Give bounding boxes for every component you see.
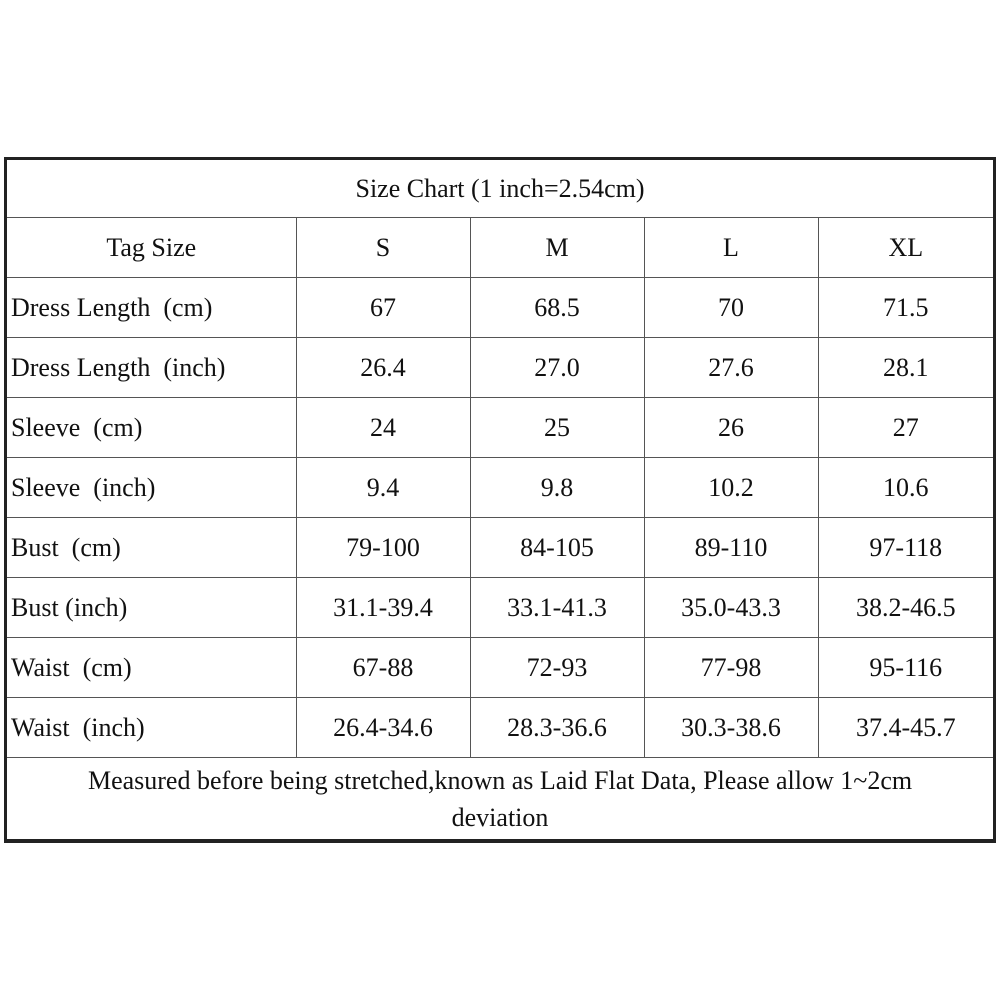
table-cell: 9.8 <box>470 458 644 518</box>
table-row <box>7 698 993 758</box>
row-label: Dress Length (cm) <box>7 278 296 338</box>
table-row <box>7 638 993 698</box>
table-cell: 30.3-38.6 <box>644 698 818 758</box>
table-cell: 97-118 <box>818 518 993 578</box>
footer-note: Measured before being stretched,known as Laid Flat Data, Please allow 1~2cm deviation <box>7 758 993 841</box>
size-chart <box>4 157 996 843</box>
table-cell: 38.2-46.5 <box>818 578 993 638</box>
size-m-header: M <box>470 218 644 278</box>
row-label: Bust (cm) <box>7 518 296 578</box>
table-cell: 67-88 <box>296 638 470 698</box>
row-label: Waist (cm) <box>7 638 296 698</box>
table-cell: 89-110 <box>644 518 818 578</box>
table-cell: 37.4-45.7 <box>818 698 993 758</box>
table-row <box>7 578 993 638</box>
table-cell: 67 <box>296 278 470 338</box>
table-cell: 26 <box>644 398 818 458</box>
chart-title: Size Chart (1 inch=2.54cm) <box>7 160 993 218</box>
table-row <box>7 518 993 578</box>
table-cell: 70 <box>644 278 818 338</box>
size-chart-table <box>7 160 993 840</box>
title-row <box>7 160 993 218</box>
table-cell: 84-105 <box>470 518 644 578</box>
size-l-header: L <box>644 218 818 278</box>
table-cell: 27 <box>818 398 993 458</box>
table-row <box>7 398 993 458</box>
table-cell: 27.0 <box>470 338 644 398</box>
header-label: Tag Size <box>7 218 296 278</box>
footer-row <box>7 758 993 841</box>
table-cell: 10.6 <box>818 458 993 518</box>
size-xl-header: XL <box>818 218 993 278</box>
table-row <box>7 278 993 338</box>
table-cell: 33.1-41.3 <box>470 578 644 638</box>
table-cell: 31.1-39.4 <box>296 578 470 638</box>
row-label: Dress Length (inch) <box>7 338 296 398</box>
table-cell: 28.1 <box>818 338 993 398</box>
table-cell: 77-98 <box>644 638 818 698</box>
header-row <box>7 218 993 278</box>
table-cell: 68.5 <box>470 278 644 338</box>
table-cell: 26.4-34.6 <box>296 698 470 758</box>
table-cell: 71.5 <box>818 278 993 338</box>
table-cell: 24 <box>296 398 470 458</box>
table-cell: 79-100 <box>296 518 470 578</box>
table-cell: 10.2 <box>644 458 818 518</box>
table-cell: 35.0-43.3 <box>644 578 818 638</box>
size-s-header: S <box>296 218 470 278</box>
row-label: Sleeve (cm) <box>7 398 296 458</box>
row-label: Bust (inch) <box>7 578 296 638</box>
table-cell: 25 <box>470 398 644 458</box>
table-cell: 26.4 <box>296 338 470 398</box>
table-cell: 9.4 <box>296 458 470 518</box>
table-cell: 28.3-36.6 <box>470 698 644 758</box>
table-cell: 27.6 <box>644 338 818 398</box>
row-label: Waist (inch) <box>7 698 296 758</box>
table-cell: 72-93 <box>470 638 644 698</box>
row-label: Sleeve (inch) <box>7 458 296 518</box>
table-row <box>7 338 993 398</box>
table-cell: 95-116 <box>818 638 993 698</box>
table-row <box>7 458 993 518</box>
